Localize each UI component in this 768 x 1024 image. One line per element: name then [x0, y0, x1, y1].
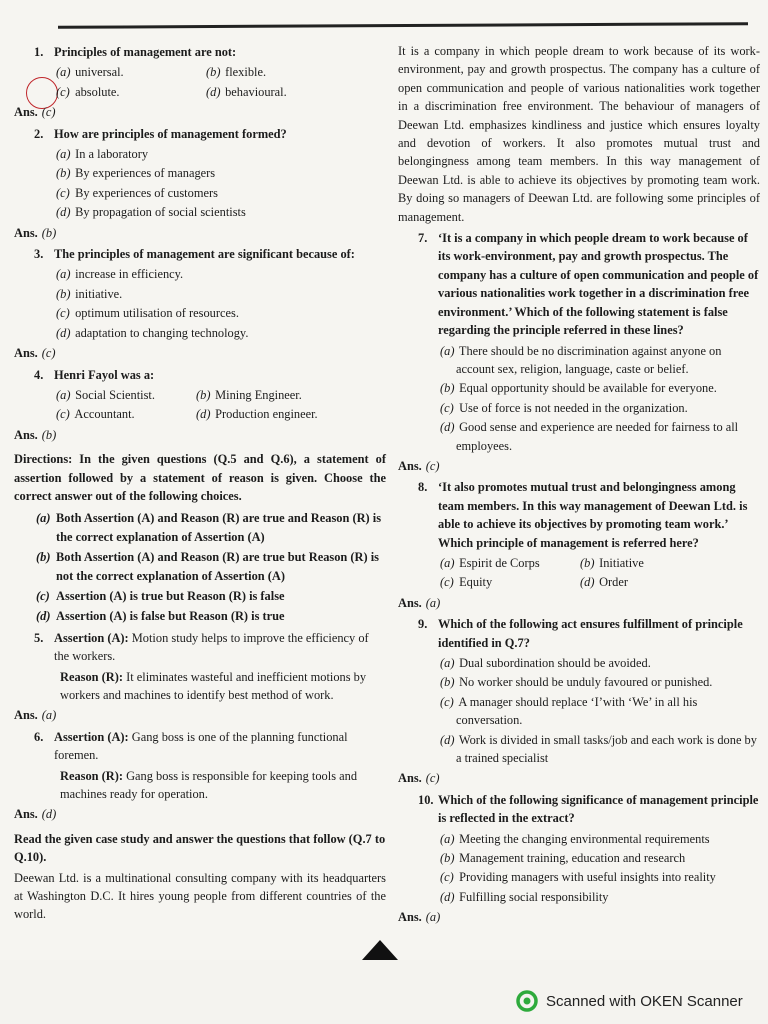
scanner-watermark [516, 990, 743, 1012]
question-5: 5. Assertion (A): Motion study helps to improve the efficiency of the workers. [34, 630, 369, 664]
assertion-choice: (b) Both Assertion (A) and Reason (R) are true but Reason (R) is not the correct explanation of Assertion (A) [36, 550, 379, 583]
question-8: 8. ‘It also promotes mutual trust and belongingness among team members. In this way management of Deewan Ltd. is able to achieve its objectives by promoting team work.’ Which principle of management is referred here? [418, 480, 748, 550]
case-study-text: Deewan Ltd. is a multinational consulting company with its headquarters at Washington D.C. It hires young people from different countries of the world. [14, 870, 386, 922]
page-number-tab [362, 940, 398, 960]
answer-3: Ans. (c) [14, 346, 56, 361]
q2-option: (d) By propagation of social scientists [56, 205, 246, 220]
answer-8: Ans. (a) [398, 595, 441, 610]
q4-options-row-2: (c) Accountant. (d) Production engineer. [56, 407, 318, 422]
q7-option: (a) There should be no discrimination against anyone on account sex, religion, language, caste or belief. [440, 343, 722, 376]
question-4: 4. Henri Fayol was a: [34, 367, 155, 382]
oken-scanner-logo-icon [516, 990, 538, 1012]
answer-10: Ans. (a) [398, 910, 441, 925]
right-column [398, 40, 760, 929]
case-study-continued: It is a company in which people dream to work because of its work-environment, pay and growth prospectus. The company has a culture of open communication and people of various nationalities work together in a discrimination free environment. The behaviour of managers of Deewan Ltd. emphasizes kindliness and justice which ensures loyalty and devotion of workers. It also promotes mutual trust and belongingness among team members. In this way management of Deewan Ltd. is able to achieve its objectives by promoting team work. By doing so managers of Deewan Ltd. are following some principles of management. [398, 44, 760, 224]
q2-option: (a) In a laboratory [56, 147, 149, 162]
q1-options-row-1: (a) universal. (b) flexible. [56, 65, 267, 80]
question-7: 7. ‘It is a company in which people dream to work because of its work-environment, pay and growth prospectus. The company has a culture of open communication and people of various nationalities work together in a discrimination free environment.’ Which of the following statement is false regarding the principle referred in these lines? [418, 231, 759, 338]
assertion-choice: (d) Assertion (A) is false but Reason (R) is true [36, 609, 285, 624]
q9-option: (b) No worker should be unduly favoured or punished. [440, 675, 713, 690]
q7-option: (b) Equal opportunity should be available for everyone. [440, 381, 717, 396]
answer-2: Ans. (b) [14, 225, 57, 240]
question-6: 6. Assertion (A): Gang boss is one of the planning functional foremen. [34, 729, 348, 763]
answer-5: Ans. (a) [14, 708, 57, 723]
q10-option: (c) Providing managers with useful insights into reality [440, 870, 716, 885]
answer-7: Ans. (c) [398, 458, 440, 473]
answer-1: Ans. (c) [14, 105, 56, 120]
q3-option: (c) optimum utilisation of resources. [56, 306, 239, 321]
answer-4: Ans. (b) [14, 427, 57, 442]
question-1: 1. Principles of management are not: [34, 45, 237, 59]
q9-option: (d) Work is divided in small tasks/job and each work is done by a trained specialist [440, 732, 757, 766]
assertion-choice: (c) Assertion (A) is true but Reason (R) is false [36, 588, 285, 603]
q3-option: (a) increase in efficiency. [56, 267, 184, 282]
question-10: 10. Which of the following significance of management principle is reflected in the extract? [418, 792, 759, 826]
q3-option: (b) initiative. [56, 286, 123, 301]
q3-option: (d) adaptation to changing technology. [56, 325, 249, 340]
q10-option: (d) Fulfilling social responsibility [440, 889, 609, 904]
question-3: 3. The principles of management are significant because of: [34, 247, 355, 262]
q10-option: (b) Management training, education and research [440, 851, 686, 866]
q5-reason: Reason (R): It eliminates wasteful and inefficient motions by workers and machines to identify best method of work. [60, 669, 367, 702]
directions: Directions: In the given questions (Q.5 and Q.6), a statement of assertion followed by a statement of reason is given. Choose the correct answer out of the following choices. [14, 452, 386, 503]
q6-reason: Reason (R): Gang boss is responsible for keeping tools and machines ready for operation. [60, 768, 358, 802]
q9-option: (a) Dual subordination should be avoided. [440, 656, 651, 670]
q2-option: (c) By experiences of customers [56, 185, 218, 200]
q7-option: (c) Use of force is not needed in the organization. [440, 400, 688, 415]
answer-9: Ans. (c) [398, 771, 440, 786]
answer-6: Ans. (d) [14, 807, 57, 822]
q8-options-row-2: (c) Equity (d) Order [440, 575, 629, 590]
case-study-heading: Read the given case study and answer the questions that follow (Q.7 to Q.10). [14, 831, 386, 865]
question-9: 9. Which of the following act ensures fulfillment of principle identified in Q.7? [418, 617, 743, 650]
q7-option: (d) Good sense and experience are needed for fairness to all employees. [440, 420, 739, 453]
q1-options-row-2: (c) absolute. (d) behavioural. [56, 84, 287, 99]
left-column [14, 40, 386, 926]
scanner-watermark-text: Scanned with OKEN Scanner [546, 992, 743, 1010]
q9-option: (c) A manager should replace ‘I’with ‘We’ in all his conversation. [440, 694, 698, 728]
q4-options-row-1: (a) Social Scientist. (b) Mining Engineer. [56, 387, 302, 402]
q10-option: (a) Meeting the changing environmental requirements [440, 831, 710, 846]
q8-options-row-1: (a) Espirit de Corps (b) Initiative [440, 555, 644, 570]
question-2: 2. How are principles of management formed? [34, 126, 287, 141]
top-rule [58, 22, 748, 29]
assertion-choice: (a) Both Assertion (A) and Reason (R) are true and Reason (R) is the correct explanation of Assertion (A) [36, 511, 382, 544]
q2-option: (b) By experiences of managers [56, 166, 216, 181]
